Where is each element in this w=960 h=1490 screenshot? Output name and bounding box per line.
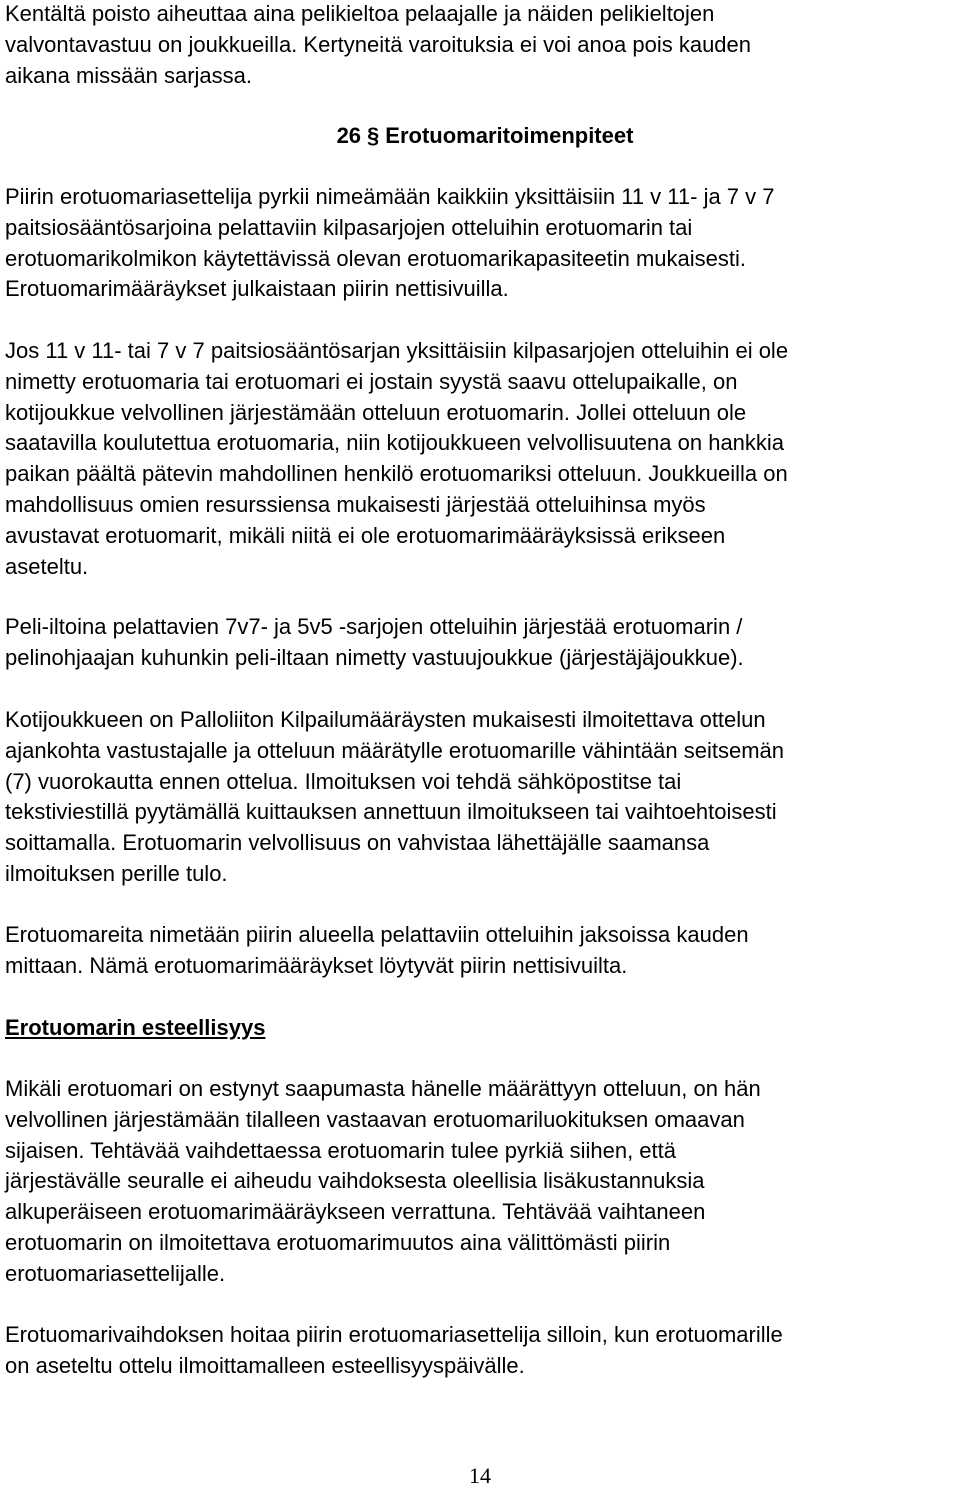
text-line: Jos 11 v 11- tai 7 v 7 paitsiosääntösarjan yksittäisiin kilpasarjojen otteluihin ei ole <box>5 338 789 363</box>
section-heading <box>5 121 960 151</box>
body-paragraph <box>5 336 788 582</box>
text-line: valvontavastuu on joukkueilla. Kertyneitä varoituksia ei voi anoa pois kauden <box>5 31 752 57</box>
text-line: Erotuomarivaihdoksen hoitaa piirin erotuomariasettelija silloin, kun erotuomarille <box>5 1322 783 1347</box>
text-line: Erotuomarimääräykset julkaistaan piirin nettisivuilla. <box>5 276 509 302</box>
text-line: Mikäli erotuomari on estynyt saapumasta hänelle määrättyyn otteluun, on hän <box>5 1076 761 1101</box>
text-line: mahdollisuus omien resurssiensa mukaisesti järjestää otteluihinsa myös <box>5 491 706 517</box>
subsection-heading: Erotuomarin esteellisyys <box>5 1015 266 1040</box>
text-line: paikan päältä pätevin mahdollinen henkilö erotuomariksi otteluun. Joukkueilla on <box>5 461 788 487</box>
text-line: ajankohta vastustajalle ja otteluun määrätylle erotuomarille vähintään seitsemän <box>5 737 785 763</box>
text-line: sijaisen. Tehtävää vaihdettaessa erotuomarin tulee pyrkiä siihen, että <box>5 1137 676 1163</box>
text-line: Erotuomareita nimetään piirin alueella pelattaviin otteluihin jaksoissa kauden <box>5 922 749 947</box>
body-paragraph <box>5 182 775 305</box>
text-line: pelinohjaajan kuhunkin peli-iltaan nimetty vastuujoukkue (järjestäjäjoukkue). <box>5 644 744 670</box>
text-line: erotuomarin on ilmoitettava erotuomarimuutos aina välittömästi piirin <box>5 1229 671 1255</box>
text-line: velvollinen järjestämään tilalleen vastaavan erotuomariluokituksen omaavan <box>5 1106 745 1132</box>
body-paragraph <box>5 1074 761 1290</box>
body-paragraph <box>5 612 744 674</box>
page-number: 14 <box>469 1463 491 1488</box>
paragraph-symbol: § <box>367 123 380 148</box>
text-line: alkuperäiseen erotuomarimääräykseen verrattuna. Tehtävää vaihtaneen <box>5 1199 706 1225</box>
text-line: soittamalla. Erotuomarin velvollisuus on vahvistaa lähettäjälle saamansa <box>5 830 710 856</box>
text-line: kotijoukkue velvollinen järjestämään otteluun erotuomarin. Jollei otteluun ole <box>5 399 747 425</box>
text-line: (7) vuorokautta ennen ottelua. Ilmoituksen voi tehdä sähköpostitse tai <box>5 768 682 794</box>
text-line: erotuomariasettelijalle. <box>5 1260 226 1286</box>
text-line: ilmoituksen perille tulo. <box>5 860 228 886</box>
text-line: erotuomarikolmikon käytettävissä olevan erotuomarikapasiteetin mukaisesti. <box>5 245 747 271</box>
text-line: Kentältä poisto aiheuttaa aina pelikieltoa pelaajalle ja näiden pelikieltojen <box>5 1 715 26</box>
text-line: on aseteltu ottelu ilmoittamalleen esteellisyyspäivälle. <box>5 1352 525 1378</box>
text-line: nimetty erotuomaria tai erotuomari ei jostain syystä saavu ottelupaikalle, on <box>5 368 738 394</box>
text-line: tekstiviestillä pyytämällä kuittauksen annettuun ilmoitukseen tai vaihtoehtoisesti <box>5 799 777 825</box>
section-title: Erotuomaritoimenpiteet <box>385 123 634 148</box>
text-line: Peli-iltoina pelattavien 7v7- ja 5v5 -sarjojen otteluihin järjestää erotuomarin / <box>5 614 743 639</box>
text-line: aseteltu. <box>5 553 89 579</box>
text-line: mittaan. Nämä erotuomarimääräykset löytyvät piirin nettisivuilta. <box>5 952 628 978</box>
text-line: Kotijoukkueen on Palloliiton Kilpailumääräysten mukaisesti ilmoitettava ottelun <box>5 707 766 732</box>
body-paragraph <box>5 1320 783 1382</box>
section-number: 26 <box>336 123 362 148</box>
body-paragraph <box>5 705 784 890</box>
intro-paragraph <box>5 0 751 91</box>
text-line: saatavilla koulutettua erotuomaria, niin kotijoukkueen velvollisuutena on hankkia <box>5 430 785 456</box>
text-line: järjestävälle seuralle ei aiheudu vaihdoksesta oleellisia lisäkustannuksia <box>5 1168 705 1194</box>
text-line: avustavat erotuomarit, mikäli niitä ei ole erotuomarimääräyksissä erikseen <box>5 522 726 548</box>
text-line: paitsiosääntösarjoina pelattaviin kilpasarjojen otteluihin erotuomarin tai <box>5 214 693 240</box>
text-line: Piirin erotuomariasettelija pyrkii nimeämään kaikkiin yksittäisiin 11 v 11- ja 7 v 7 <box>5 184 775 209</box>
body-paragraph <box>5 920 749 982</box>
text-line: aikana missään sarjassa. <box>5 62 253 88</box>
